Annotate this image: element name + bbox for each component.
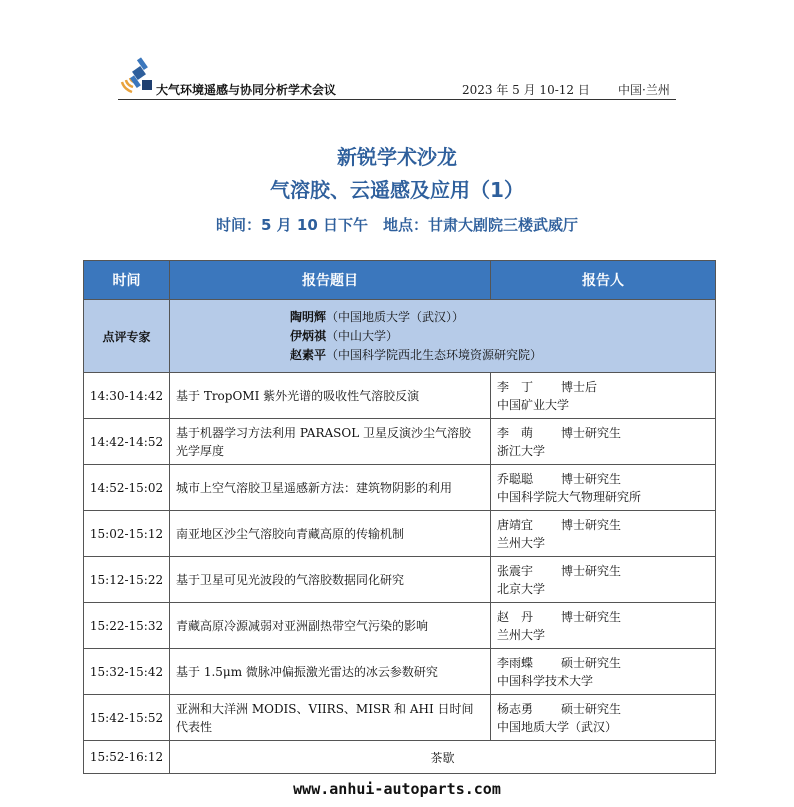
schedule-table — [83, 260, 716, 774]
speaker-name: 张震宇 — [497, 563, 534, 578]
speaker-org: 中国矿业大学 — [497, 397, 570, 412]
speaker-name: 李雨蝶 — [497, 655, 534, 670]
talk-speaker — [491, 557, 716, 603]
expert-affiliation: （中山大学） — [326, 328, 399, 343]
expert-item — [290, 346, 715, 365]
speaker-name: 唐靖宜 — [497, 517, 534, 532]
speaker-org: 北京大学 — [497, 581, 546, 596]
break-row — [84, 741, 716, 774]
conference-date: 2023 年 5 月 10-12 日 — [462, 83, 590, 97]
table-row — [84, 419, 716, 465]
review-experts-cell — [170, 300, 716, 373]
expert-name: 陶明辉 — [290, 309, 327, 324]
talk-speaker — [491, 373, 716, 419]
talk-speaker — [491, 511, 716, 557]
speaker-org: 中国地质大学（武汉） — [497, 719, 618, 734]
talk-topic: 基于 1.5μm 微脉冲偏振激光雷达的冰云参数研究 — [170, 649, 491, 695]
speaker-org: 中国科学院大气物理研究所 — [497, 489, 642, 504]
break-label: 茶歇 — [170, 741, 716, 774]
speaker-org: 中国科学技术大学 — [497, 673, 594, 688]
speaker-name: 李 萌 — [497, 425, 534, 440]
expert-item — [290, 308, 715, 327]
talk-time: 15:22-15:32 — [84, 603, 170, 649]
talk-time: 14:52-15:02 — [84, 465, 170, 511]
conference-name: 大气环境遥感与协同分析学术会议 — [156, 83, 337, 97]
talk-topic: 基于机器学习方法利用 PARASOL 卫星反演沙尘气溶胶光学厚度 — [170, 419, 491, 465]
review-label: 点评专家 — [84, 300, 170, 373]
speaker-name: 赵 丹 — [497, 609, 534, 624]
speaker-org: 兰州大学 — [497, 535, 546, 550]
speaker-name: 杨志勇 — [497, 701, 534, 716]
speaker-title: 硕士研究生 — [561, 701, 622, 716]
talk-topic: 青藏高原冷源减弱对亚洲副热带空气污染的影响 — [170, 603, 491, 649]
talk-speaker — [491, 465, 716, 511]
salon-title: 新锐学术沙龙 — [337, 145, 457, 169]
table-row — [84, 695, 716, 741]
talk-speaker — [491, 649, 716, 695]
table-row — [84, 649, 716, 695]
table-row — [84, 373, 716, 419]
header-divider — [118, 99, 676, 100]
header-topic: 报告题目 — [170, 261, 491, 300]
talk-topic: 亚洲和大洋洲 MODIS、VIIRS、MISR 和 AHI 日时间代表性 — [170, 695, 491, 741]
break-time: 15:52-16:12 — [84, 741, 170, 774]
expert-item — [290, 327, 715, 346]
speaker-title: 博士后 — [561, 379, 598, 394]
table-row — [84, 557, 716, 603]
talk-time: 14:42-14:52 — [84, 419, 170, 465]
table-row — [84, 465, 716, 511]
talk-time: 15:32-15:42 — [84, 649, 170, 695]
talk-speaker — [491, 603, 716, 649]
speaker-title: 博士研究生 — [561, 517, 622, 532]
speaker-title: 博士研究生 — [561, 425, 622, 440]
speaker-org: 兰州大学 — [497, 627, 546, 642]
table-header-row — [84, 261, 716, 300]
talk-topic: 南亚地区沙尘气溶胶向青藏高原的传输机制 — [170, 511, 491, 557]
talk-time: 15:02-15:12 — [84, 511, 170, 557]
speaker-title: 博士研究生 — [561, 609, 622, 624]
talk-time: 15:12-15:22 — [84, 557, 170, 603]
website-watermark: www.anhui-autoparts.com — [293, 780, 501, 798]
conference-place: 中国·兰州 — [618, 83, 670, 97]
review-experts-row — [84, 300, 716, 373]
header-time: 时间 — [84, 261, 170, 300]
talk-topic: 城市上空气溶胶卫星遥感新方法：建筑物阴影的利用 — [170, 465, 491, 511]
header-speaker: 报告人 — [491, 261, 716, 300]
talk-topic: 基于卫星可见光波段的气溶胶数据同化研究 — [170, 557, 491, 603]
session-time-location: 时间：5 月 10 日下午 地点：甘肃大剧院三楼武威厅 — [216, 216, 578, 234]
speaker-name: 乔聪聪 — [497, 471, 534, 486]
talk-time: 14:30-14:42 — [84, 373, 170, 419]
talk-topic: 基于 TropOMI 紫外光谱的吸收性气溶胶反演 — [170, 373, 491, 419]
speaker-title: 博士研究生 — [561, 471, 622, 486]
talk-speaker — [491, 419, 716, 465]
expert-affiliation: （中国地质大学（武汉）） — [326, 309, 465, 324]
speaker-title: 博士研究生 — [561, 563, 622, 578]
speaker-title: 硕士研究生 — [561, 655, 622, 670]
expert-affiliation: （中国科学院西北生态环境资源研究院） — [326, 347, 543, 362]
table-row — [84, 511, 716, 557]
session-title: 气溶胶、云遥感及应用（1） — [270, 178, 524, 202]
speaker-org: 浙江大学 — [497, 443, 546, 458]
talk-time: 15:42-15:52 — [84, 695, 170, 741]
speaker-name: 李 丁 — [497, 379, 534, 394]
satellite-logo-icon — [118, 56, 158, 94]
table-row — [84, 603, 716, 649]
expert-name: 赵素平 — [290, 347, 327, 362]
page-header — [118, 56, 676, 96]
talk-speaker — [491, 695, 716, 741]
expert-name: 伊炳祺 — [290, 328, 327, 343]
